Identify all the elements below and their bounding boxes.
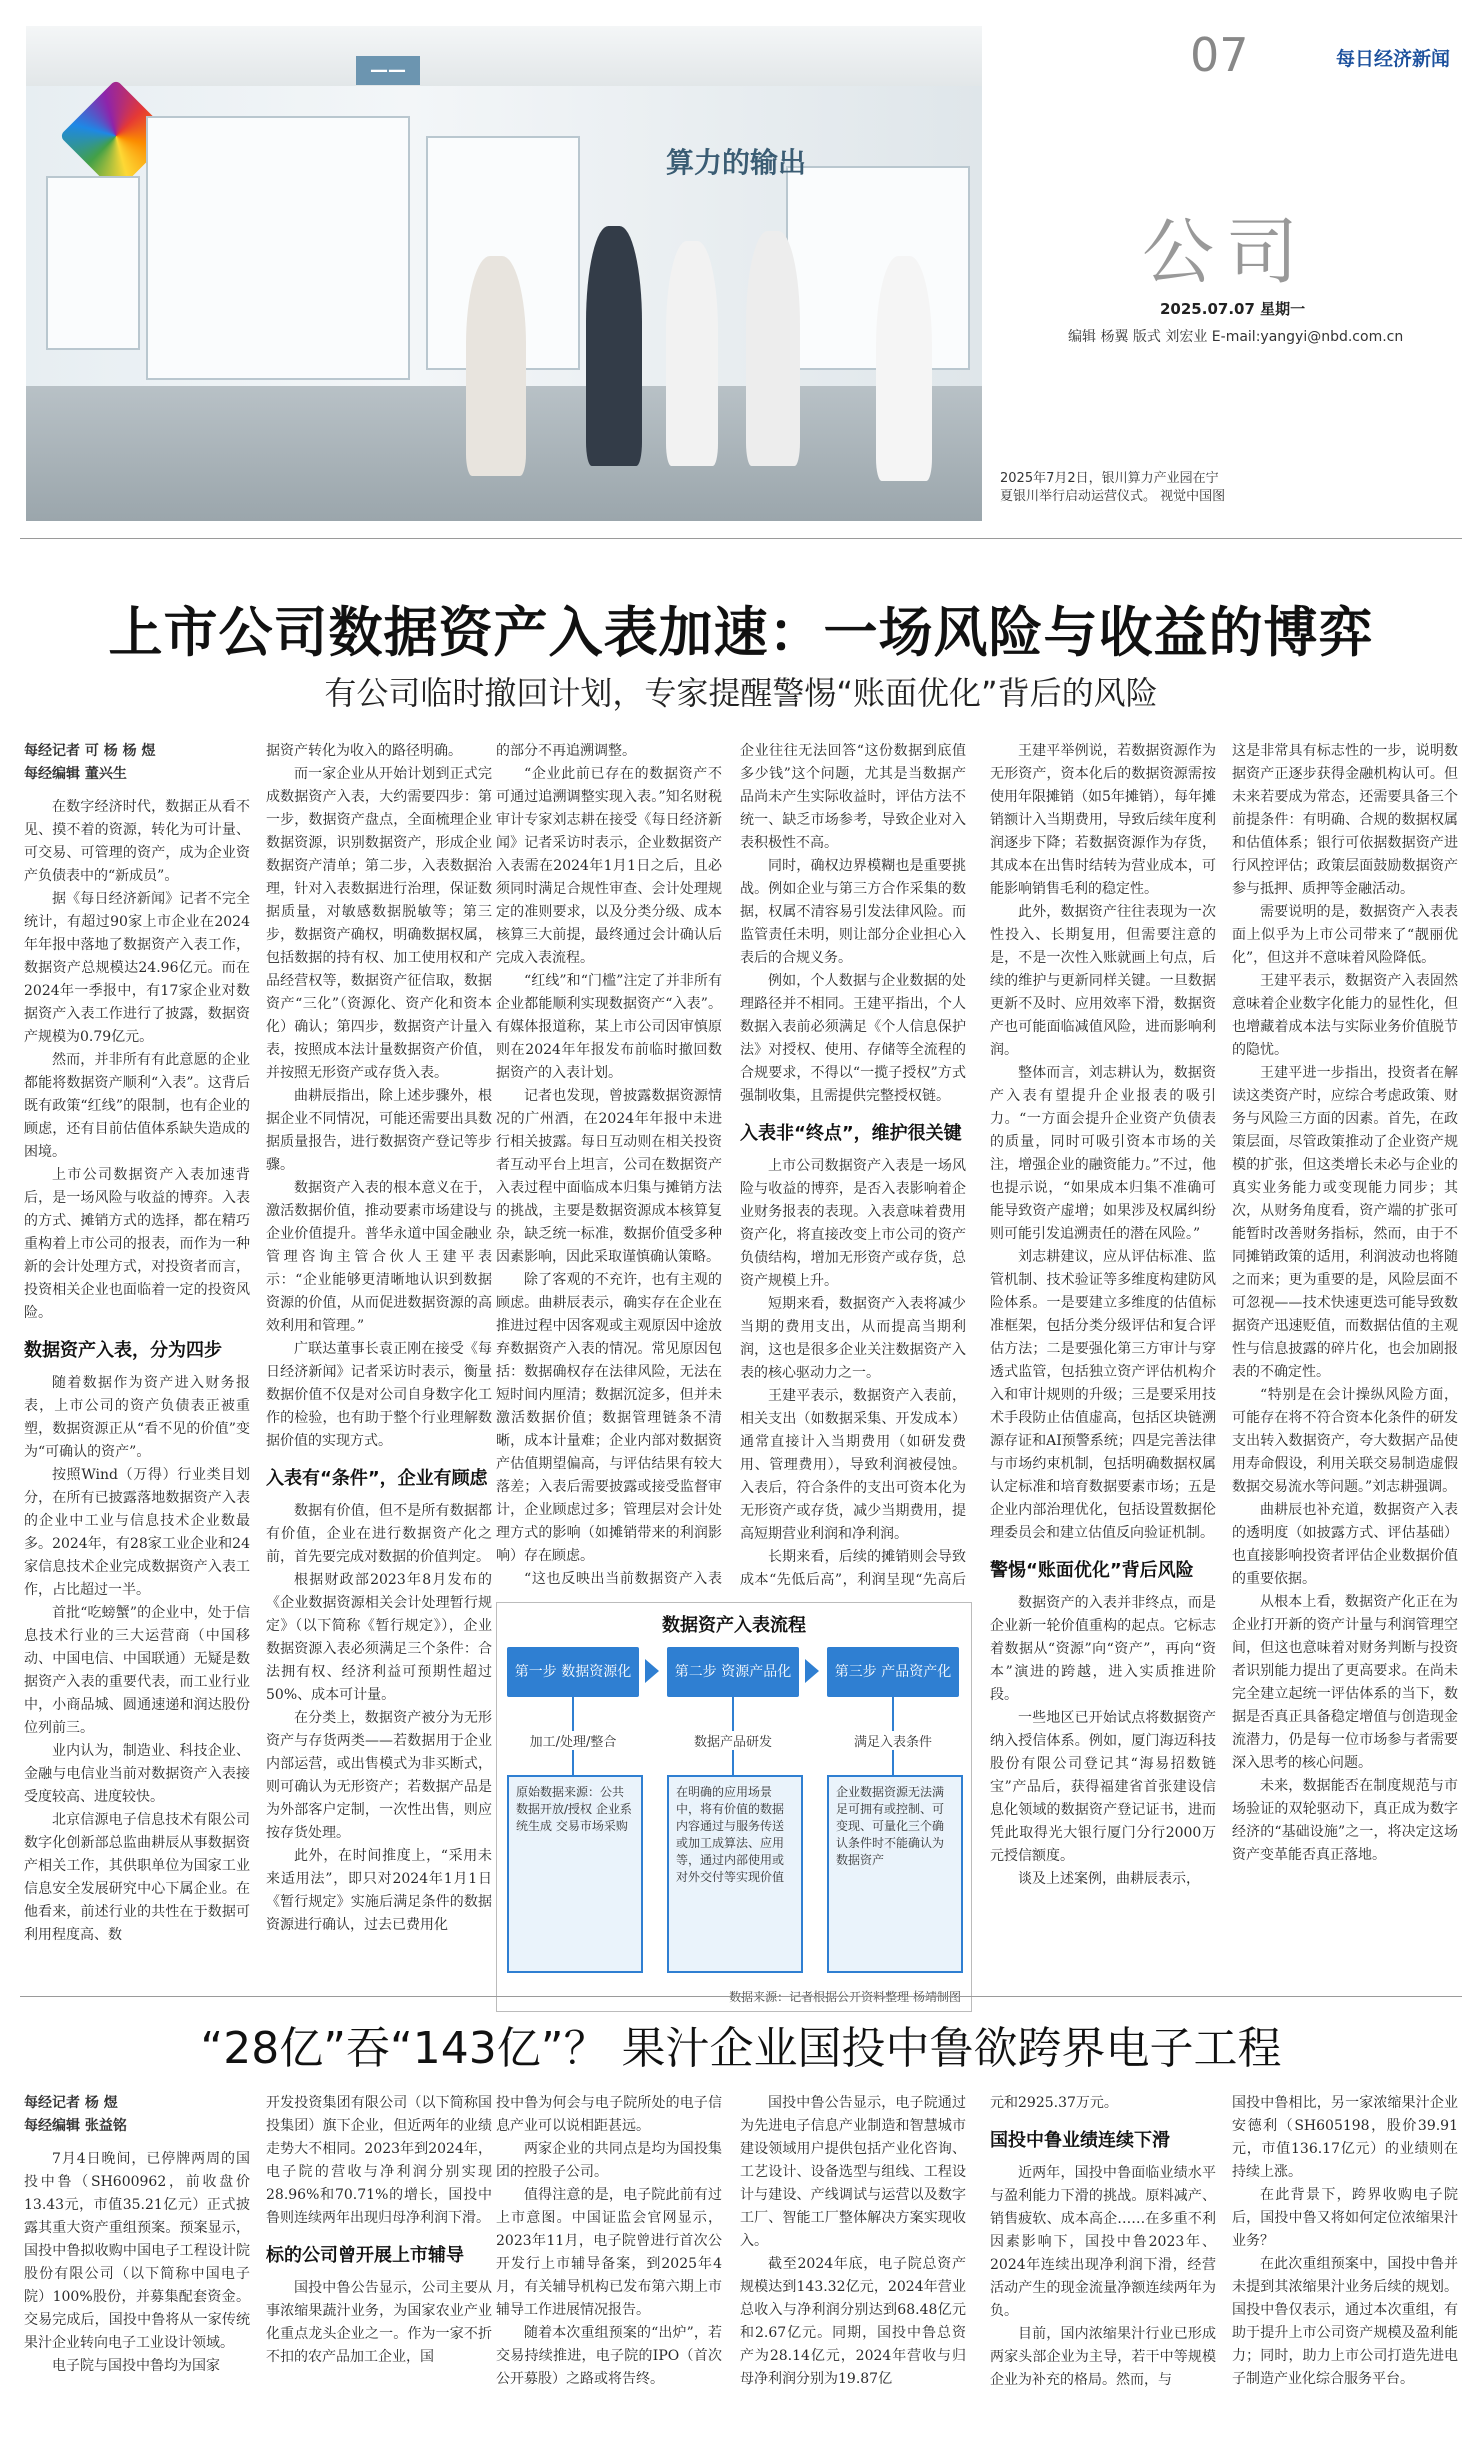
paragraph: 一些地区已开始试点将数据资产纳入授信体系。例如，厦门海迈科技股份有限公司登记其“海易招数链宝”产品后，获得福建省首张建设信息化领域的数据资产登记证书，进而凭此取得光大银行厦门分行2000万元授信额度。: [990, 1710, 1216, 1864]
flow-step-1-box: 原始数据来源：公共数据开放/授权 企业系统生成 交易市场采购: [507, 1775, 643, 1973]
paragraph: “企业此前已存在的数据资产不可通过追溯调整实现入表。”知名财税审计专家刘志耕在接受《每日经济新闻》记者采访时表示，企业数据资产入表需在2024年1月1日之后，且必须同时满足合规性审查、会计处理规定的准则要求，以及分类分级、成本核算三大前提，最终通过会计确认后完成入表流程。: [496, 766, 722, 966]
paragraph: 在分类上，数据资产被分为无形资产与存货两类——若数据用于企业内部运营，或出售模式为非买断式，则可确认为无形资产；若数据产品是为外部客户定制，一次性出售，则应按存货处理。: [266, 1710, 492, 1841]
article1-column-2: [266, 740, 492, 1990]
flow-step-1-label: 加工/处理/整合: [507, 1731, 639, 1750]
paragraph: 业内认为，制造业、科技企业、金融与电信业当前对数据资产入表接受度较高、进度较快。: [24, 1743, 250, 1805]
article2-column-5: [990, 2092, 1216, 2427]
data-asset-flowchart: [496, 1602, 972, 2012]
paragraph: 目前，国内浓缩果汁行业已形成两家头部企业为主导，若干中等规模企业为补充的格局。然而，与: [990, 2326, 1216, 2388]
paragraph: 王建平进一步指出，投资者在解读这类资产时，应综合考虑政策、财务与风险三方面的因素。首先，在政策层面，尽管政策推动了企业资产规模的扩张，但这类增长未必与企业的真实业务能力或变现能力同步；其次，从财务角度看，资产端的扩张可能暂时改善财务指标，然而，由于不同摊销政策的适用，利润波动也将随之而来；更为重要的是，风险层面不可忽视——技术快速更迭可能导致数据资产迅速贬值，而数据估值的主观性与信息披露的碎片化，也会加剧报表的不确定性。: [1232, 1065, 1458, 1380]
paragraph: 王建平表示，数据资产入表固然意味着企业数字化能力的显性化，但也增藏着成本法与实际业务价值脱节的隐忧。: [1232, 973, 1458, 1058]
paragraph: 近两年，国投中鲁面临业绩水平与盈利能力下滑的挑战。原料减产、销售疲软、成本高企……在多重不利因素影响下，国投中鲁2023年、2024年连续出现净利润下滑，经营活动产生的现金流量净额连续两年为负。: [990, 2165, 1216, 2319]
paragraph: 需要说明的是，数据资产入表表面上似乎为上市公司带来了“靓丽优化”，但这并不意味着风险降低。: [1232, 904, 1458, 966]
subheading: 标的公司曾开展上市辅导: [266, 2245, 464, 2266]
paragraph: 电子院与国投中鲁均为国家: [52, 2358, 220, 2374]
article1-column-6: [1232, 740, 1458, 1990]
subheading: 数据资产入表，分为四步: [24, 1340, 222, 1361]
paragraph: 长期来看，后续的摊销则会导致成本“先低后高”，利润呈现“先高后: [740, 1549, 966, 1588]
reporter-byline: 每经记者 可 杨 杨 煜: [24, 743, 156, 759]
article2-column-4: [740, 2092, 966, 2427]
subheading: 入表有“条件”，企业有顾虑: [266, 1468, 488, 1489]
paragraph: “红线”和“门槛”注定了并非所有企业都能顺利实现数据资产“入表”。有媒体报道称，某上市公司因审慎原则在2024年年报发布前临时撤回数据资产的入表计划。: [496, 973, 722, 1081]
paragraph: 北京信源电子信息技术有限公司数字化创新部总监曲耕辰从事数据资产相关工作，其供职单位为国家工业信息安全发展研究中心下属企业。在他看来，前述行业的共性在于数据可利用程度高、数: [24, 1812, 250, 1943]
flow-step-3-box: 企业数据资源无法满足可拥有或控制、可变现、可量化三个确认条件时不能确认为数据资产: [827, 1775, 963, 1973]
paragraph: 国投中鲁公告显示，电子院通过为先进电子信息产业制造和智慧城市建设领域用户提供包括产业化咨询、工艺设计、设备选型与组线、工程设计与建设、产线调试与运营以及数字工厂、智能工厂整体解决方案实现收入。: [740, 2095, 966, 2249]
paragraph: 曲耕辰指出，除上述步骤外，根据企业不同情况，可能还需要出具数据质量报告，进行数据资产登记等步骤。: [266, 1088, 492, 1173]
paragraph: 国投中鲁公告显示，公司主要从事浓缩果蔬汁业务，为国家农业产业化重点龙头企业之一。作为一家不折不扣的农产品加工企业，国: [266, 2280, 492, 2365]
article1-column-5: [990, 740, 1216, 1990]
paragraph: 截至2024年底，电子院总资产规模达到143.32亿元，2024年营业总收入与净利润分别达到68.48亿元和2.67亿元。同期，国投中鲁总资产为28.14亿元，2024年营收与归母净利润分别为19.87亿: [740, 2256, 966, 2387]
flowchart-source: 数据来源：记者根据公开资料整理 杨靖制图: [729, 1990, 961, 2004]
paper-name: 每日经济新闻: [1336, 48, 1451, 70]
flow-step-1-header: 第一步 数据资源化: [507, 1647, 639, 1697]
paragraph: 在数字经济时代，数据正从看不见、摸不着的资源，转化为可计量、可交易、可管理的资产，成为企业资产负债表中的“新成员”。: [24, 799, 250, 884]
paragraph: 据资产转化为收入的路径明确。: [266, 743, 462, 759]
paragraph: 曲耕辰也补充道，数据资产入表的透明度（如披露方式、评估基础）也直接影响投资者评估企业数据价值的重要依据。: [1232, 1502, 1458, 1587]
paragraph: 短期来看，数据资产入表将减少当期的费用支出，从而提高当期利润，这也是很多企业关注数据资产入表的核心驱动力之一。: [740, 1296, 966, 1381]
flow-step-2-label: 数据产品研发: [667, 1731, 799, 1750]
paragraph: 国投中鲁相比，另一家浓缩果汁企业安德利（SH605198，股价39.91元，市值136.17亿元）的业绩则在持续上涨。: [1232, 2095, 1458, 2180]
editor-byline: 每经编辑 张益铭: [24, 2118, 127, 2134]
main-subheadline: 有公司临时撤回计划，专家提醒警惕“账面优化”背后的风险: [324, 674, 1158, 712]
paragraph: 7月4日晚间，已停牌两周的国投中鲁（SH600962，前收盘价13.43元，市值35.21亿元）正式披露其重大资产重组预案。预案显示，国投中鲁拟收购中国电子工程设计院股份有限公司（以下简称中国电子院）100%股份，并募集配套资金。交易完成后，国投中鲁将从一家传统果汁企业转向电子工业设计领域。: [24, 2151, 250, 2351]
page-number: 07: [1190, 28, 1249, 82]
paragraph: 值得注意的是，电子院此前有过上市意图。中国证监会官网显示，2023年11月，电子院曾进行首次公开发行上市辅导备案，到2025年4月，有关辅导机构已发布第六期上市辅导工作进展情况报告。: [496, 2187, 722, 2318]
paragraph: 上市公司数据资产入表加速背后，是一场风险与收益的博弈。入表的方式、摊销方式的选择，都在精巧重构着上市公司的报表，而作为一种新的会计处理方式，对投资者而言，投资相关企业也面临着一定的投资风险。: [24, 1167, 250, 1321]
paragraph: 数据有价值，但不是所有数据都有价值，企业在进行数据资产化之前，首先要完成对数据的价值判定。: [266, 1503, 492, 1565]
paragraph: 同时，确权边界模糊也是重要挑战。例如企业与第三方合作采集的数据，权属不清容易引发法律风险。而监管责任未明，则让部分企业担心入表后的合规义务。: [740, 858, 966, 966]
paragraph: 两家企业的共同点是均为国投集团的控股子公司。: [496, 2141, 722, 2180]
flow-step-2-box: 在明确的应用场景中，将有价值的数据内容通过与服务传送或加工成算法、应用等，通过内部使用或对外交付等实现价值: [667, 1775, 803, 1973]
paragraph: 记者也发现，曾披露数据资源情况的广州酒，在2024年年报中未进行相关披露。每日互动则在相关投资者互动平台上坦言，公司在数据资产入表过程中面临成本归集与摊销方法的挑战，主要是数据资源成本核算复杂，缺乏统一标准，数据价值受多种因素影响，因此采取谨慎确认策略。: [496, 1088, 722, 1265]
page-editors: 编辑 杨翼 版式 刘宏业 E-mail:yangyi@nbd.com.cn: [1068, 329, 1404, 345]
paragraph: 在此次重组预案中，国投中鲁并未提到其浓缩果汁业务后续的规划。国投中鲁仅表示，通过本次重组，有助于提升上市公司资产规模及盈利能力；同时，助力上市公司打造先进电子制造产业化综合服务平台。: [1232, 2256, 1458, 2387]
paragraph: 此外，在时间推度上，“采用未来适用法”，即只对2024年1月1日《暂行规定》实施后满足条件的数据资源进行确认，过去已费用化: [266, 1848, 492, 1933]
flowchart-title: 数据资产入表流程: [662, 1615, 806, 1636]
article1-column-3: [496, 740, 722, 1590]
flow-step-3-header: 第三步 产品资产化: [827, 1647, 959, 1697]
second-headline: “28亿”吞“143亿”？ 果汁企业国投中鲁欲跨界电子工程: [200, 2023, 1282, 2074]
paragraph: 根据财政部2023年8月发布的《企业数据资源相关会计处理暂行规定》（以下简称《暂行规定》），企业数据资源入表必须满足三个条件：合法拥有权、经济利益可预期性超过50%、成本可计量。: [266, 1572, 492, 1703]
paragraph: 除了客观的不充许，也有主观的顾虑。曲耕辰表示，确实存在企业在推进过程中因客观或主观原因中途放弃数据资产入表的情况。常见原因包括：数据确权存在法律风险，无法在短时间内厘清；数据沉淀多，但并未激活数据价值；数据管理链条不清晰，成本计量难；企业内部对数据资产估值期望偏高，与评估结果有较大落差；入表后需要披露或接受监督审计，企业顾虑过多；管理层对会计处理方式的影响（如摊销带来的利润影响）存在顾虑。: [496, 1272, 722, 1564]
arrow-right-icon: [645, 1659, 659, 1683]
paragraph: 数据资产的入表并非终点，而是企业新一轮价值重构的起点。它标志着数据从“资源”向“资产”，再向“资本”演进的跨越，进入实质推进阶段。: [990, 1595, 1216, 1703]
article2-column-2: [266, 2092, 492, 2427]
paragraph: 数据资产入表的根本意义在于，激活数据价值，推动要素市场建设与企业价值提升。普华永道中国金融业管理咨询主管合伙人王建平表示：“企业能够更清晰地认识到数据资源的价值，从而促进数据资源的高效利用和管理。”: [266, 1180, 492, 1334]
article1-column-4: [740, 740, 966, 1590]
paragraph: 元和2925.37万元。: [990, 2095, 1118, 2111]
article2-column-3: [496, 2092, 722, 2427]
photo-caption: 2025年7月2日，银川算力产业园在宁夏银川举行启动运营仪式。 视觉中国图: [1000, 471, 1226, 504]
paragraph: 据《每日经济新闻》记者不完全统计，有超过90家上市企业在2024年年报中落地了数据资产入表工作，数据资产总规模达24.96亿元。而在2024年一季报中，有17家企业对数据资产入表工作进行了披露，数据资产规模为0.79亿元。: [24, 891, 250, 1045]
issue-date: 2025.07.07 星期一: [1160, 300, 1306, 318]
paragraph: 例如，个人数据与企业数据的处理路径并不相同。王建平指出，个人数据入表前必须满足《个人信息保护法》对授权、使用、存储等全流程的合规要求，不得以“一揽子授权”方式强制收集，且需提供完整授权链。: [740, 973, 966, 1104]
paragraph: 在此背景下，跨界收购电子院后，国投中鲁又将如何定位浓缩果汁业务？: [1232, 2187, 1458, 2249]
article2-column-6: [1232, 2092, 1458, 2427]
reporter-byline: 每经记者 杨 煜: [24, 2095, 118, 2111]
article1-column-1: [24, 740, 250, 1990]
photo-sign-text: 算力的输出: [666, 146, 807, 179]
section-title: 公司: [1142, 210, 1311, 294]
paragraph: 而一家企业从开始计划到正式完成数据资产入表，大约需要四步：第一步，数据资产盘点，全面梳理企业数据资源，识别数据资产，形成企业数据资产清单；第二步，入表数据治理，针对入表数据进行治理，保证数据质量，对敏感数据脱敏等；第三步，数据资产确权，明确数据权属，包括数据的持有权、加工使用权和产品经营权等，数据资产征信取，数据资产“三化”（资源化、资产化和资本化）确认；第四步，数据资产计量入表，按照成本法计量数据资产价值，并按照无形资产或存货入表。: [266, 766, 492, 1081]
paragraph: 开发投资集团有限公司（以下简称国投集团）旗下企业，但近两年的业绩走势大不相同。2023年到2024年，电子院的营收与净利润分别实现28.96%和70.71%的增长，国投中鲁则连续两年出现归母净利润下滑。: [266, 2095, 492, 2226]
paragraph: “特别是在会计操纵风险方面，可能存在将不符合资本化条件的研发支出转入数据资产，夸大数据产品使用寿命假设，利用关联交易制造虚假数据交易流水等问题。”刘志耕强调。: [1232, 1387, 1458, 1495]
paragraph: 然而，并非所有有此意愿的企业都能将数据资产顺利“入表”。这背后既有政策“红线”的限制，也有企业的顾虑，还有目前估值体系缺失造成的困境。: [24, 1052, 250, 1160]
paragraph: 的部分不再追溯调整。: [496, 743, 636, 759]
paragraph: 王建平举例说，若数据资源作为无形资产，资本化后的数据资源需按使用年限摊销（如5年摊销），每年摊销额计入当期费用，导致后续年度利润逐步下降；若数据资源作为存货，其成本在出售时结转为营业成本，可能影响销售毛利的稳定性。: [990, 743, 1216, 897]
arrow-right-icon: [805, 1659, 819, 1683]
paragraph: 首批“吃螃蟹”的企业中，处于信息技术行业的三大运营商（中国移动、中国电信、中国联通）无疑是数据资产入表的重要代表，而工业行业中，小商品城、圆通速递和润达股份位列前三。: [24, 1605, 250, 1736]
paragraph: 随着本次重组预案的“出炉”，若交易持续推进，电子院的IPO（首次公开募股）之路或将告终。: [496, 2325, 722, 2387]
paragraph: 刘志耕建议，应从评估标准、监管机制、技术验证等多维度构建防风险体系。一是要建立多维度的估值标准框架，包括分类分级评估和复合评估方法；二是要强化第三方审计与穿透式监管，包括独立资产评估机构介入和审计规则的升级；三是要采用技术手段防止估值虚高，包括区块链溯源存证和AI预警系统；四是完善法律与市场约束机制，包括明确数据权属认定标准和培育数据要素市场；五是企业内部治理优化，包括设置数据伦理委员会和建立估值反向验证机制。: [990, 1249, 1216, 1541]
paragraph: 上市公司数据资产入表是一场风险与收益的博弈，是否入表影响着企业财务报表的表现。入表意味着费用资产化，将直接改变上市公司的资产负债结构，增加无形资产或存货，总资产规模上升。: [740, 1158, 966, 1289]
article2-column-1: [24, 2092, 250, 2427]
subheading: 入表非“终点”，维护很关键: [740, 1123, 962, 1144]
subheading: 警惕“账面优化”背后风险: [990, 1560, 1194, 1581]
paragraph: 从根本上看，数据资产化正在为企业打开新的资产计量与利润管理空间，但这也意味着对财务判断与投资者识别能力提出了更高要求。在尚未完全建立起统一评估体系的当下，数据是否真正具备稳定增值与创造现金流潜力，仍是每一位市场参与者需要深入思考的核心问题。: [1232, 1594, 1458, 1771]
paragraph: 这是非常具有标志性的一步，说明数据资产正逐步获得金融机构认可。但未来若要成为常态，还需要具备三个前提条件：有明确、合规的数据权属和估值体系；银行可依据数据资产进行风控评估；政策层面鼓励数据资产参与抵押、质押等金融活动。: [1232, 743, 1458, 897]
paragraph: “这也反映出当前数据资产入表: [524, 1571, 722, 1587]
paragraph: 随着数据作为资产进入财务报表，上市公司的资产负债表正被重塑，数据资源正从“看不见的价值”变为“可确认的资产”。: [24, 1375, 250, 1460]
flow-step-3-label: 满足入表条件: [827, 1731, 959, 1750]
paragraph: 投中鲁为何会与电子院所处的电子信息产业可以说相距甚远。: [496, 2095, 722, 2134]
paragraph: 整体而言，刘志耕认为，数据资产入表有望提升企业报表的吸引力。“一方面会提升企业资产负债表的质量，同时可吸引资本市场的关注，增强企业的融资能力。”不过，他也提示说，“如果成本归集不准确可能导致资产虚增；如果涉及权属纠纷则可能引发追溯责任的潜在风险。”: [990, 1065, 1216, 1242]
paragraph: 未来，数据能否在制度规范与市场验证的双轮驱动下，真正成为数字经济的“基础设施”之一，将决定这场资产变革能否真正落地。: [1232, 1778, 1458, 1863]
paragraph: 此外，数据资产往往表现为一次性投入、长期复用，但需要注意的是，不是一次性入账就画上句点，后续的维护与更新同样关键。一旦数据更新不及时、应用效率下滑，数据资产也可能面临减值风险，进而影响利润。: [990, 904, 1216, 1058]
paragraph: 按照Wind（万得）行业类目划分，在所有已披露落地数据资产入表的企业中工业与信息技术企业数最多。2024年，有28家工业企业和24家信息技术企业完成数据资产入表工作，占比超过一半。: [24, 1467, 250, 1598]
paragraph: 广联达董事长袁正刚在接受《每日经济新闻》记者采访时表示，衡量数据价值不仅是对公司自身数字化工作的检验，也有助于整个行业理解数据价值的实现方式。: [266, 1341, 492, 1449]
subheading: 国投中鲁业绩连续下滑: [990, 2130, 1170, 2151]
editor-byline: 每经编辑 董兴生: [24, 766, 127, 782]
paragraph: 王建平表示，数据资产入表前，相关支出（如数据采集、开发成本）通常直接计入当期费用（如研发费用、管理费用），导致利润被侵蚀。入表后，符合条件的支出可资本化为无形资产或存货，减少当期费用，提高短期营业利润和净利润。: [740, 1388, 966, 1542]
news-photo: —— 算力的输出: [26, 26, 982, 521]
flow-step-2-header: 第二步 资源产品化: [667, 1647, 799, 1697]
paragraph: 谈及上述案例，曲耕辰表示，: [1018, 1871, 1200, 1887]
main-headline: 上市公司数据资产入表加速：一场风险与收益的博弈: [108, 601, 1374, 664]
paragraph: 企业往往无法回答“这份数据到底值多少钱”这个问题，尤其是当数据产品尚未产生实际收益时，评估方法不统一、缺乏市场参考，导致企业对入表积极性不高。: [740, 743, 966, 851]
